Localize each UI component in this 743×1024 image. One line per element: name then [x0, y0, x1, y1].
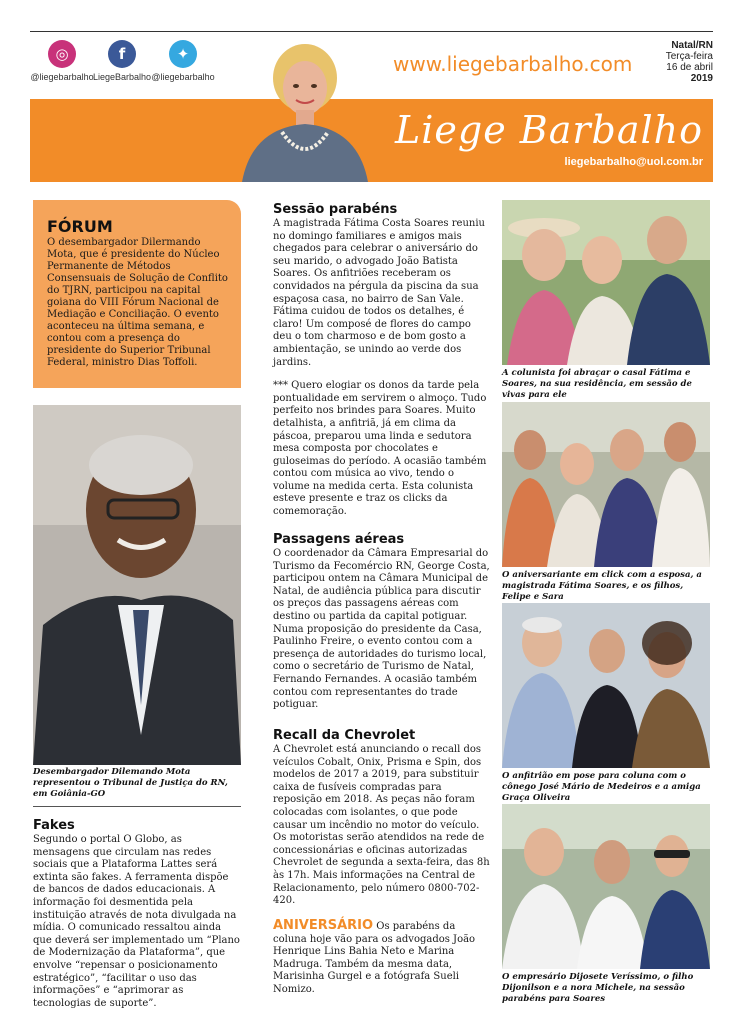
- desembargador-caption: Desembargador Dilemando Mota representou o Tribunal de Justiça do RN, em Goiânia-GO: [33, 767, 228, 799]
- sessao-body-2: *** Quero elogiar os donos da tarde pela pontualidade em servirem o almoço. Tudo perfeito nos brindes para Soares. Muito detalhista, a anfitriã, já em clima da páscoa, preparou uma linda e sedutora mesa composta por chocolates e guloseimas do período. A ocasião também contou com música ao vivo, tendo o volume na medida certa. Esta colunista esteve presente e traz os clicks da comemoração.: [273, 380, 487, 518]
- photo-4-caption: O empresário Dijosete Veríssimo, o filho Dijonilson e a nora Michele, na sessão parabéns para Soares: [502, 972, 694, 1004]
- instagram-handle: @liegebarbalho: [30, 72, 94, 82]
- date: 16 de abril: [666, 62, 713, 73]
- social-facebook[interactable]: [87, 40, 157, 82]
- facebook-icon: f: [108, 40, 136, 68]
- columnist-name: Liege Barbalho: [395, 108, 703, 152]
- instagram-icon: ◎: [48, 40, 76, 68]
- sessao-body: A magistrada Fátima Costa Soares reuniu no domingo familiares e amigos mais chegados para celebrar o aniversário do seu marido, o advogado João Batista Soares. Os anfitriões receberam os convidados na pérgula da piscina da sua espaçosa casa, no bairro de San Vale. Fátima cuidou de todos os detalhes, é claro! Um composé de flores do campo deu o tom charmoso e de bom gosto a ambientação, se unindo ao verde dos jardins.: [273, 218, 485, 368]
- left-divider: [33, 806, 241, 807]
- social-twitter[interactable]: [148, 40, 218, 82]
- weekday: Terça-feira: [665, 51, 713, 62]
- forum-box: [33, 200, 241, 388]
- sessao-section: [273, 202, 491, 519]
- photo-3-caption: O anfitrião em pose para coluna com o cônego José Mário de Medeiros e a amiga Graça Oliveira: [502, 771, 701, 803]
- columnist-portrait: [232, 36, 378, 182]
- photo-1-caption: A colunista foi abraçar o casal Fátima e Soares, na sua residência, em sessão de vivas para ele: [502, 368, 692, 400]
- sessao-title: Sessão parabéns: [273, 202, 398, 217]
- twitter-handle: @liegebarbalho: [151, 72, 215, 82]
- fakes-section: [33, 818, 241, 1010]
- fakes-title: Fakes: [33, 818, 75, 833]
- website-link[interactable]: www.liegebarbalho.com: [393, 52, 633, 76]
- photo-4: [502, 804, 710, 969]
- photo-2: [502, 402, 710, 567]
- year: 2019: [690, 73, 713, 84]
- recall-section: [273, 728, 491, 908]
- photo-2-caption: O aniversariante em click com a esposa, a magistrada Fátima Soares, e os filhos, Felipe e Sara: [502, 570, 702, 602]
- twitter-icon: ✦: [169, 40, 197, 68]
- fakes-body: Segundo o portal O Globo, as mensagens que circulam nas redes sociais que a Plataforma Lattes será extinta são fakes. A ferramenta dispõe de bancos de dados educacionais. A informação foi desmentida pela instituição através de nota divulgada na mídia. O comunicado ressaltou ainda que deverá ser implementado um “Plano de Modernização da Plataforma”, que envolve “repensar o posicionamento estratégico”, “facilitar o uso das informações” e “aprimorar as tecnologias de suporte”.: [33, 834, 240, 1009]
- recall-body: A Chevrolet está anunciando o recall dos veículos Cobalt, Onix, Prisma e Spin, dos modelos de 2017 a 2019, para substituir caixa de fusíveis compradas para reposição em 2018. As peças não foram colocadas com isolantes, o que pode causar um incêndio no motor do veículo. Os motoristas serão atendidos na rede de concessionárias e oficinas autorizadas Chevrolet de segunda a sexta-feira, das 8h às 17h. Mais informações na Central de Relacionamento, pelo número 0800-702-420.: [273, 744, 490, 907]
- city: Natal/RN: [671, 40, 713, 51]
- desembargador-photo: [33, 405, 241, 765]
- aniversario-title: ANIVERSÁRIO: [273, 918, 374, 933]
- top-rule: [30, 31, 713, 32]
- aniversario-body: Os parabéns da coluna hoje vão para os advogados João Henrique Lins Bahia Neto e Marina Madruga. Também da mesma data, Marisinha Gurgel e a fotógrafa Sueli Nomizo.: [273, 921, 476, 995]
- passagens-body: O coordenador da Câmara Empresarial do Turismo da Fecomércio RN, George Costa, participou ontem na Câmara Municipal de Natal, de audiência pública para discutir os preços das passagens aéreas com destino ou partida da capital potiguar. Numa proposição do presidente da Casa, Paulinho Freire, o evento contou com a presença de autoridades do turismo local, como o secretário de Turismo de Natal, Fernando Fernandes. A ocasião também contou com representantes do trade potiguar.: [273, 548, 490, 711]
- forum-title: FÓRUM: [47, 217, 113, 236]
- aniversario-section: [273, 920, 491, 997]
- forum-body: O desembargador Dilermando Mota, que é presidente do Núcleo Permanente de Métodos Consensuais de Solução de Conflito do TJRN, participou na capital goiana do VIII Fórum Nacional de Mediação e Conciliação. O evento aconteceu na última semana, e contou com a presença do presidente do Superior Tribunal Federal, ministro Dias Toffoli.: [47, 237, 228, 368]
- photo-1: [502, 200, 710, 365]
- columnist-email[interactable]: liegebarbalho@uol.com.br: [564, 156, 703, 168]
- passagens-title: Passagens aéreas: [273, 532, 405, 547]
- passagens-section: [273, 532, 491, 712]
- photo-3: [502, 603, 710, 768]
- dateline: [666, 40, 713, 84]
- recall-title: Recall da Chevrolet: [273, 728, 416, 743]
- facebook-handle: LiegeBarbalho: [92, 72, 152, 82]
